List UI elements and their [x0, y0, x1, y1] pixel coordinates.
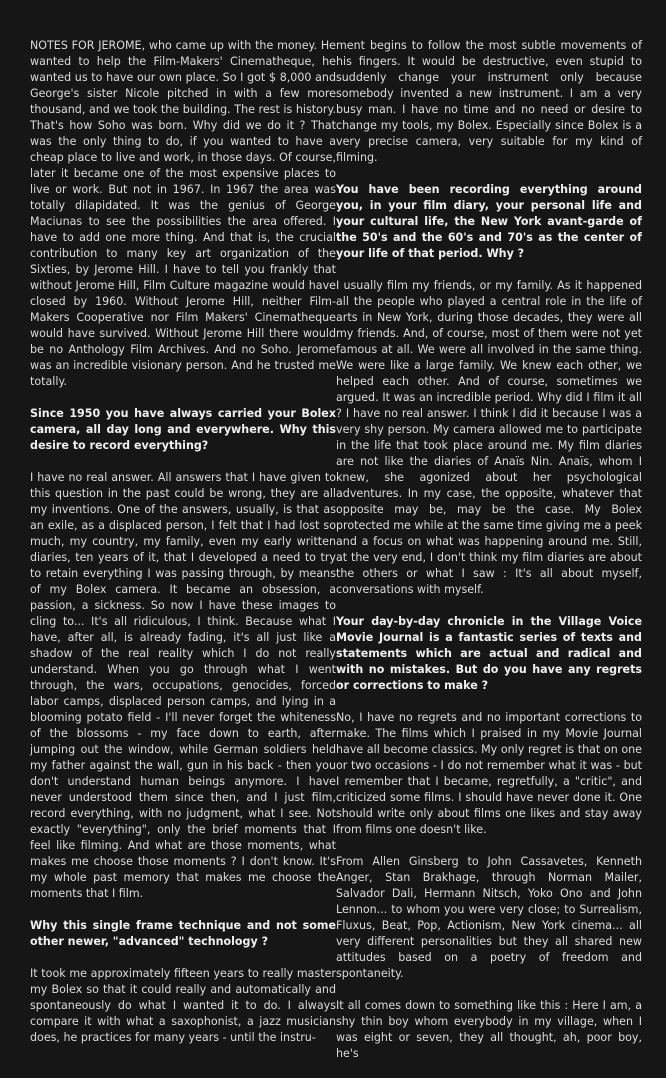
right-column	[336, 38, 642, 1078]
paragraph-shy-boy: It all comes down to something like this : Here I am, a shy thin boy whom everybody in my village, when I was eight or seven, they all thought, ah, poor boy, he's	[336, 999, 642, 1060]
answer-single-frame: It took me approximately fifteen years to really master my Bolex so that it could really and automatically and spontaneously do what I wanted it to do. I always compare it with what a saxophonist, a jazz musician does, he practices for many years - until the instru-	[30, 967, 336, 1044]
answer-single-frame-continued: ment begins to follow the most subtle movements of his fingers. It would be destructive, even stupid to suddenly change your instrument only because somebody invented a new instrument. I am a very busy man. I have no time and no need or desire to change my tools, my Bolex. Especially since Bolex is a very precise camera, very suitable for my kind of filming.	[336, 39, 642, 164]
answer-bolex: I have no real answer. All answers that I have given to this question in the past could be wrong, they are all my inventions. One of the answers, usually, is that as an exile, as a displaced person, I felt that I had lost so much, my country, my family, even my early written diaries, ten years of it, that I developed a need to try to retain everything I was passing through, by means of my Bolex camera. It became an obsession, a passion, a sickness. So now I have these images to cling to... It's all ridiculous, I think. Because what I have, after all, is already fading, it's all just like a shadow of the real reality which I do not really understand. When you go through what I went through, the wars, occupations, genocides, forced labor camps, displaced person camps, and lying in a blooming potato field - I'll never forget the whiteness of the blossoms - my face down to earth, after jumping out the window, while German soldiers held my father against the wall, gun in his back - then you don't understand human beings anymore. I have never understood them since then, and I just film, record everything, with no judgment, what I see. Not exactly "everything", only the brief moments that I feel like filming. And what are those moments, what makes me choose those moments ? I don't know. It's my whole past memory that makes me choose the moments that I film.	[30, 471, 336, 900]
question-film-diary: You have been recording everything around you, in your film diary, your personal life and your cultural life, the New York avant-garde of the 50's and the 60's and 70's as the center of your life of that period. Why ?	[336, 183, 642, 260]
question-bolex: Since 1950 you have always carried your Bolex camera, all day long and everywhere. Why this desire to record everything?	[30, 407, 336, 452]
left-column	[30, 38, 336, 1062]
paragraph-notes-for-jerome: NOTES FOR JEROME, who came up with the money. He wanted to help the Film-Makers' Cinematheque, he wanted us to have our own place. So I got $ 8,000 and George's sister Nicole pitched in with a few more thousand, and we took the building. The rest is history. That's how Soho was born. Why did we do it ? That was the only thing to do, if you wanted to have a cheap place to live and work, in those days. Of course, later it became one of the most expensive places to live or work. But not in 1967. In 1967 the area was totally dilapidated. It was the genius of George Maciunas to see the possibilities the area offered. I have to add one more thing. And that is, the crucial contribution to many key art organization of the Sixties, by Jerome Hill. I have to tell you frankly that without Jerome Hill, Film Culture magazine would have closed by 1960. Without Jerome Hill, neither Film-Makers Cooperative nor Film Makers' Cinematheque would have survived. Without Jerome Hill there would be no Anthology Film Archives. And no Soho. Jerome was an incredible visionary person. And he trusted me totally.	[30, 39, 336, 388]
answer-film-diary: I usually film my friends, or my family. As it happened all the people who played a central role in the life of arts in New York, during those decades, they were all my friends. And, of course, most of them were not yet famous at all. We were all involved in the same thing. We were like a large family. We knew each other, we helped each other. And of course, sometimes we argued. It was an incredible period. Why did I film it all ? I have no real answer. I think I did it because I was a very shy person. My camera allowed me to participate in the life that took place around me. My film diaries are not like the diaries of Anaïs Nin. Anaïs, whom I knew, she agonized about her psychological adventures. In my case, the opposite, whatever that opposite may be, may be the case. My Bolex protected me while at the same time giving me a peek and a focus on what was happening around me. Still, at the very end, I don't think my film diaries are about the others or what I saw : It's all about myself, conversations with myself.	[336, 279, 642, 596]
paragraph-ginsberg: From Allen Ginsberg to John Cassavetes, Kenneth Anger, Stan Brakhage, through Norman Mailer, Salvador Dali, Hermann Nitsch, Yoko Ono and John Lennon... to whom you were very close; to Surrealism, Fluxus, Beat, Pop, Actionism, New York cinema... all very different personalities but they all shared new attitudes based on a poetry of freedom and spontaneity.	[336, 855, 642, 980]
question-single-frame: Why this single frame technique and not some other newer, "advanced" technology ?	[30, 919, 336, 948]
answer-movie-journal: No, I have no regrets and no important corrections to make. The films which I praised in my Movie Journal have all become classics. My only regret is that on one or two occasions - I do not remember what it was - but I remember that I became, regretfully, a "critic", and criticized some films. I should have never done it. One should write only about films one likes and stay away from films one doesn't like.	[336, 711, 642, 836]
question-movie-journal: Your day-by-day chronicle in the Village Voice Movie Journal is a fantastic series of texts and statements which are actual and radical and with no mistakes. But do you have any regrets or corrections to make ?	[336, 615, 642, 692]
